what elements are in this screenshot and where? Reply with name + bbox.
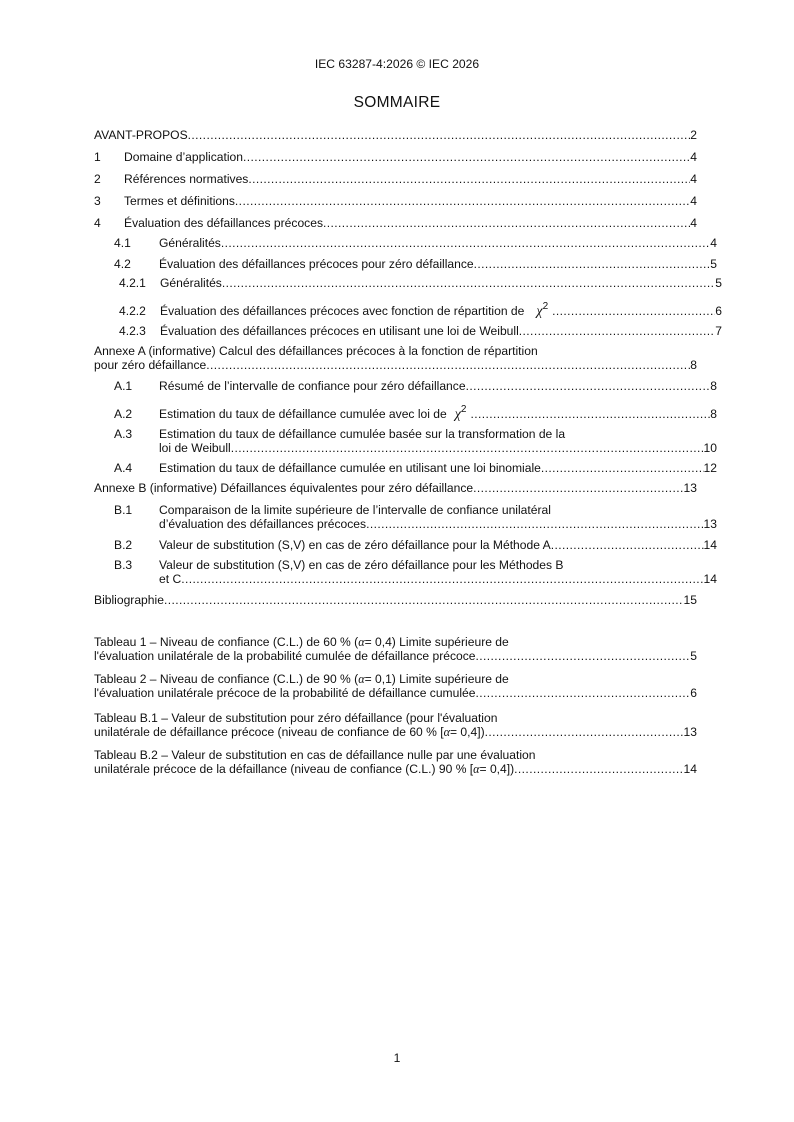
toc-entry-number: 3 [94,194,101,208]
toc-entry-text: Bibliographie [94,593,164,607]
toc-entry-number: A.1 [114,379,133,393]
alpha-symbol: α [358,635,365,649]
dot-leader [473,481,683,495]
toc-page-number: 4 [690,194,697,208]
dot-leader [366,517,703,531]
toc-entry-clause-4[interactable] [94,216,697,230]
toc-entry-number: B.3 [114,558,133,572]
toc-page-number: 14 [703,538,717,552]
dot-leader [221,236,710,250]
toc-entry-text: AVANT-PROPOS [94,128,188,142]
alpha-symbol: α [473,762,480,776]
toc-entry-annex-a-3[interactable] [94,427,717,455]
toc-page-number: 13 [683,725,697,739]
dot-leader [235,194,690,208]
toc-page-number: 5 [690,649,697,663]
toc-entry-text-cont: pour zéro défaillance [94,358,207,372]
toc-entry-annex-a-1[interactable] [94,379,717,393]
toc-entry-text: Estimation du taux de défaillance cumulée avec loi de [159,407,447,421]
toc-page-number: 15 [683,593,697,607]
toc-entry-number: B.2 [114,538,133,552]
toc-entry-text: Résumé de l’intervalle de confiance pour zéro défaillance [159,379,466,393]
chi-squared-symbol: $\chi^2$ [536,301,549,319]
list-of-tables-entry-b1[interactable]: Tableau B.1 – Valeur de substitution pour zéro défaillance (pour l'évaluation unilatérale de défaillance précoce (niveau de confiance de 60 % [ α = 0,4]) ..... 13 [94,711,697,739]
toc-entry-number: 4.2 [114,257,131,271]
dot-leader [552,304,715,318]
toc-entry-text: Estimation du taux de défaillance cumulée basée sur la transformation de la [159,427,566,441]
dot-leader [188,128,691,142]
toc-entry-text: Domaine d’application [124,150,243,164]
toc-page-number: 13 [683,481,697,495]
toc-entry-annex-a-4[interactable] [94,461,717,475]
toc-page-number: 5 [715,276,722,290]
toc-entry-clause-4-2-3[interactable] [94,324,722,338]
toc-page-number: 13 [703,517,717,531]
dot-leader [474,257,711,271]
toc-entry-text: Annexe A (informative) Calcul des défaillances précoces à la fonction de répartition [94,344,538,358]
alpha-symbol: α [358,672,365,686]
alpha-symbol: α [443,725,450,739]
page-title: SOMMAIRE [353,94,441,111]
toc-entry-text: Valeur de substitution (S,V) en cas de zéro défaillance pour les Méthodes B [159,558,564,572]
toc-entry-bibliography[interactable] [94,593,697,607]
dot-leader [243,150,690,164]
dot-leader [248,172,690,186]
toc-page-number: 14 [683,762,697,776]
list-of-tables-entry-2[interactable]: Tableau 2 – Niveau de confiance (C.L.) de 90 % ( α = 0,1) Limite supérieure de l'évaluation unilatérale précoce de la probabilité de défaillance cumulée ..... 6 [94,672,697,700]
dot-leader [222,276,715,290]
dot-leader [466,379,711,393]
toc-page-number: 8 [710,407,717,421]
toc-page-number: 12 [703,461,717,475]
toc-entry-text: Évaluation des défaillances précoces en utilisant une loi de Weibull [160,324,519,338]
toc-entry-text: Évaluation des défaillances précoces avec fonction de répartition de [160,304,525,318]
dot-leader [514,762,683,776]
dot-leader [181,572,703,586]
toc-entry-text: Évaluation des défaillances précoces [124,216,323,230]
toc-page-number: 10 [703,441,717,455]
dot-leader [231,441,704,455]
dot-leader [476,686,691,700]
toc-page-number: 8 [690,358,697,372]
dot-leader [551,538,704,552]
dot-leader [476,649,691,663]
document-header: IEC 63287-4:2026 © IEC 2026 [314,57,480,71]
dot-leader [485,725,684,739]
toc-entry-text: Valeur de substitution (S,V) en cas de zéro défaillance pour la Méthode A [159,538,551,552]
toc-page-number: 14 [703,572,717,586]
toc-entry-text-cont: d’évaluation des défaillances précoces [159,517,367,531]
toc-entry-annex-a[interactable] [94,344,697,372]
toc-entry-number: A.2 [114,407,133,421]
toc-entry-number: 4.2.2 [119,304,146,318]
dot-leader [206,358,690,372]
list-of-tables-entry-b2[interactable]: Tableau B.2 – Valeur de substitution en cas de défaillance nulle par une évaluation unilatérale précoce de la défaillance (niveau de confiance (C.L.) 90 % [ α = 0,4]) ..... 14 [94,748,697,776]
toc-entry-number: A.3 [114,427,133,441]
toc-entry-number: 4.2.3 [119,324,146,338]
toc-entry-number: 4.2.1 [119,276,146,290]
toc-entry-text-cont: et C [159,572,182,586]
toc-entry-annex-b[interactable] [94,481,697,495]
toc-entry-clause-4-1[interactable] [94,236,717,250]
toc-entry-annex-b-1[interactable] [94,503,717,531]
toc-entry-clause-1[interactable] [94,150,697,164]
dot-leader [470,407,710,421]
toc-entry-number: 4 [94,216,101,230]
dot-leader [519,324,715,338]
toc-entry-annex-b-2[interactable] [94,538,717,552]
chi-squared-symbol: $\chi^2$ [454,404,467,422]
toc-entry-foreword[interactable] [94,128,697,142]
toc-entry-annex-b-3[interactable] [94,558,717,586]
toc-entry-clause-2[interactable] [94,172,697,186]
page-number-footer: 1 [393,1051,401,1065]
list-of-tables-entry-1[interactable]: Tableau 1 – Niveau de confiance (C.L.) de 60 % ( α = 0,4) Limite supérieure de l'évaluation unilatérale de la probabilité cumulée de défaillance précoce ..... 5 [94,635,697,663]
toc-entry-annex-a-2[interactable] [94,403,717,422]
toc-entry-clause-4-2-2[interactable] [94,300,722,319]
toc-entry-clause-4-2-1[interactable] [94,276,722,290]
dot-leader [541,461,704,475]
toc-entry-text: Estimation du taux de défaillance cumulée en utilisant une loi binomiale [159,461,541,475]
toc-entry-text: Généralités [160,276,222,290]
toc-page-number: 7 [715,324,722,338]
toc-page-number: 6 [715,304,722,318]
dot-leader [164,593,684,607]
toc-entry-text: Références normatives [124,172,249,186]
toc-entry-text: Généralités [159,236,221,250]
toc-page-number: 4 [690,150,697,164]
dot-leader [323,216,690,230]
toc-entry-number: 2 [94,172,101,186]
toc-page-number: 2 [690,128,697,142]
toc-page-number: 4 [690,172,697,186]
toc-page-number: 8 [710,379,717,393]
toc-page-number: 4 [690,216,697,230]
toc-entry-clause-4-2[interactable] [94,257,717,271]
toc-entry-number: 4.1 [114,236,131,250]
toc-entry-text: Termes et définitions [124,194,235,208]
toc-page-number: 4 [710,236,717,250]
toc-entry-number: A.4 [114,461,133,475]
toc-entry-number: B.1 [114,503,133,517]
toc-page-number: 5 [710,257,717,271]
toc-entry-text: Évaluation des défaillances précoces pour zéro défaillance [159,257,474,271]
toc-entry-text: Comparaison de la limite supérieure de l’intervalle de confiance unilatéral [159,503,551,517]
toc-entry-number: 1 [94,150,101,164]
toc-page-number: 6 [690,686,697,700]
toc-entry-text-cont: loi de Weibull [159,441,231,455]
toc-entry-text: Annexe B (informative) Défaillances équivalentes pour zéro défaillance [94,481,474,495]
toc-entry-clause-3[interactable] [94,194,697,208]
